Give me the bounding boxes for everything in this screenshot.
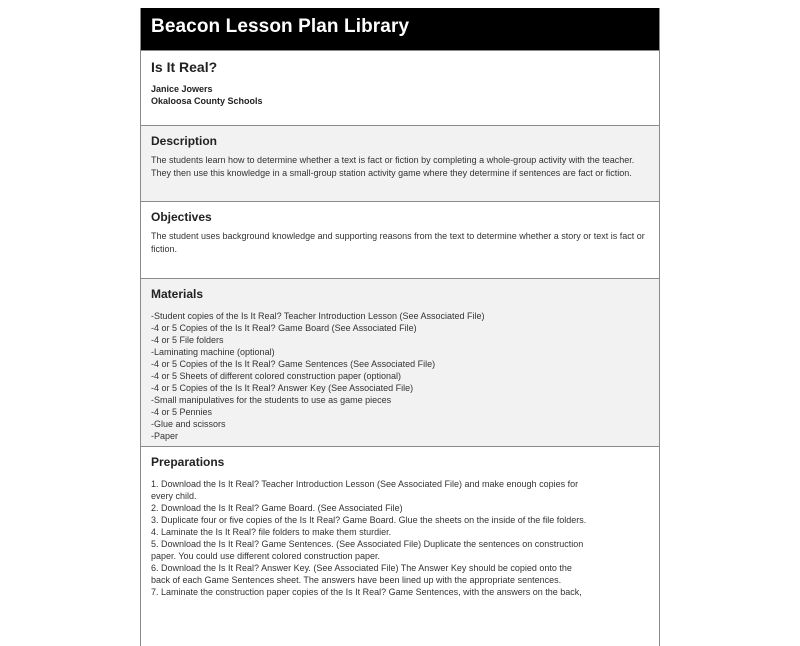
materials-item: -4 or 5 Pennies [151,407,213,417]
materials-item: -4 or 5 Sheets of different colored construction paper (optional) [151,371,401,381]
materials-item: -Laminating machine (optional) [151,347,275,357]
preparation-line: back of each Game Sentences sheet. The answers have been lined up with the appropriate sentences. [151,575,562,585]
materials-heading: Materials [151,287,204,301]
preparation-line: 5. Download the Is It Real? Game Sentences. (See Associated File) Duplicate the sentences on construction [151,539,584,549]
lesson-plan-page [140,8,660,646]
lesson-organization: Okaloosa County Schools [151,96,263,106]
preparation-line: 2. Download the Is It Real? Game Board. (See Associated File) [151,503,403,513]
materials-item: -4 or 5 Copies of the Is It Real? Game Sentences (See Associated File) [151,359,436,369]
preparation-line: 1. Download the Is It Real? Teacher Introduction Lesson (See Associated File) and make enough copies for [151,479,579,489]
site-header [141,8,659,50]
description-text: The students learn how to determine whether a text is fact or fiction by completing a whole-group activity with the teacher. They then use this knowledge in a small-group station activity game where they determine if sentences are fact or fiction. [151,155,635,178]
description-heading: Description [151,134,218,148]
preparations-section [141,446,659,646]
materials-item: -4 or 5 File folders [151,335,224,345]
preparation-line: 7. Laminate the construction paper copies of the Is It Real? Game Sentences, with the answers on the back, [151,587,582,597]
materials-section [141,278,659,446]
preparation-line: 6. Download the Is It Real? Answer Key. (See Associated File) The Answer Key should be copied onto the [151,563,572,573]
materials-item: -4 or 5 Copies of the Is It Real? Answer Key (See Associated File) [151,383,414,393]
objectives-text: The student uses background knowledge and supporting reasons from the text to determine whether a story or text is fact or fiction. [151,231,645,254]
preparations-heading: Preparations [151,455,225,469]
lesson-author: Janice Jowers [151,84,213,94]
preparation-line: every child. [151,491,197,501]
description-section [141,125,659,201]
preparation-line: 3. Duplicate four or five copies of the Is It Real? Game Board. Glue the sheets on the inside of the file folders. [151,515,587,525]
materials-item: -Glue and scissors [151,419,226,429]
preparation-line: paper. You could use different colored construction paper. [151,551,380,561]
preparation-line: 4. Laminate the Is It Real? file folders to make them sturdier. [151,527,392,537]
materials-item: -Small manipulatives for the students to use as game pieces [151,395,392,405]
site-title: Beacon Lesson Plan Library [151,16,410,37]
materials-item: -Student copies of the Is It Real? Teacher Introduction Lesson (See Associated File) [151,311,485,321]
objectives-heading: Objectives [151,210,212,224]
materials-item: -Paper [151,431,179,441]
materials-item: -4 or 5 Copies of the Is It Real? Game Board (See Associated File) [151,323,417,333]
lesson-title-section [141,50,659,125]
objectives-section [141,201,659,278]
lesson-title: Is It Real? [151,59,218,75]
